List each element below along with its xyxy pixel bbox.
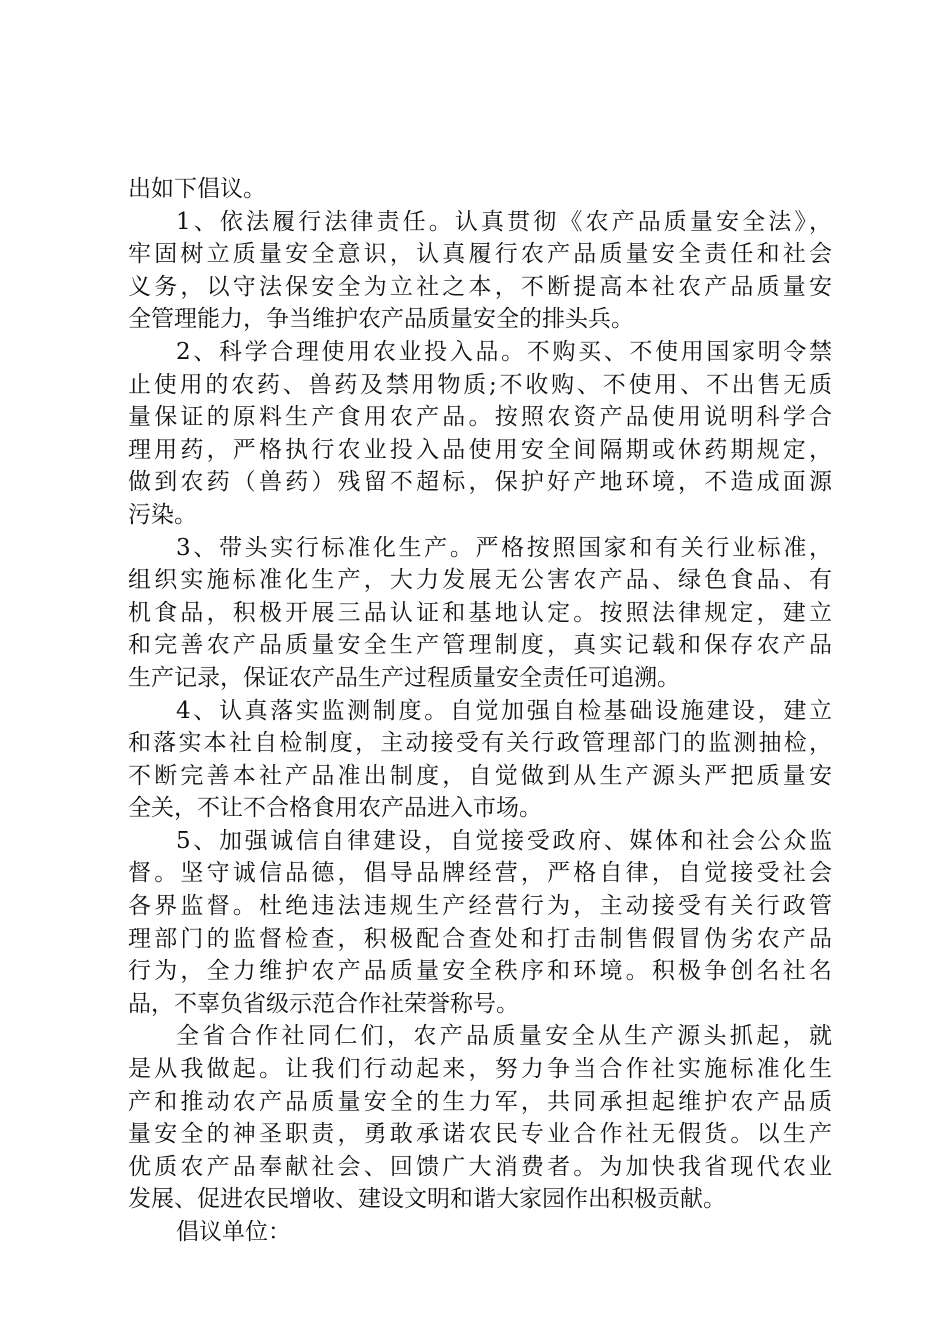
text-line: 发展、促进农民增收、建设文明和谐大家园作出积极贡献。 [128, 1186, 726, 1213]
text-line: 牢固树立质量安全意识，认真履行农产品质量安全责任和社会 [128, 241, 832, 268]
text-line: 全管理能力，争当维护农产品质量安全的排头兵。 [128, 306, 634, 333]
text-line: 理用药，严格执行农业投入品使用安全间隔期或休药期规定， [128, 436, 832, 463]
text-line: 各界监督。杜绝违法违规生产经营行为，主动接受有关行政管 [128, 893, 832, 920]
text-line: 机食品，积极开展三品认证和基地认定。按照法律规定，建立 [128, 599, 832, 626]
text-line: 倡议单位： [176, 1219, 291, 1245]
text-line: 品，不辜负省级示范合作社荣誉称号。 [128, 990, 519, 1017]
text-line: 做到农药（兽药）残留不超标，保护好产地环境，不造成面源 [128, 469, 832, 496]
text-line: 优质农产品奉献社会、回馈广大消费者。为加快我省现代农业 [128, 1153, 832, 1180]
text-line: 量安全的神圣职责，勇敢承诺农民专业合作社无假货。以生产 [128, 1121, 832, 1148]
text-line: 是从我做起。让我们行动起来，努力争当合作社实施标准化生 [128, 1056, 832, 1083]
document-page [128, 173, 832, 1249]
text-line: 组织实施标准化生产，大力发展无公害农产品、绿色食品、有 [128, 567, 832, 594]
text-line: 污染。 [128, 501, 197, 528]
text-line: 行为，全力维护农产品质量安全秩序和环境。积极争创名社名 [128, 958, 832, 985]
text-line: 义务，以守法保安全为立社之本，不断提高本社农产品质量安 [128, 273, 832, 300]
text-line: 不断完善本社产品准出制度，自觉做到从生产源头严把质量安 [128, 762, 832, 789]
text-line: 4、认真落实监测制度。自觉加强自检基础设施建设，建立 [176, 697, 832, 724]
text-line: 产和推动农产品质量安全的生力军，共同承担起维护农产品质 [128, 1088, 832, 1115]
text-line: 量保证的原料生产食用农产品。按照农资产品使用说明科学合 [128, 404, 832, 431]
text-line: 1、依法履行法律责任。认真贯彻《农产品质量安全法》， [176, 208, 832, 235]
text-line: 全省合作社同仁们，农产品质量安全从生产源头抓起，就 [176, 1023, 832, 1050]
text-line: 生产记录，保证农产品生产过程质量安全责任可追溯。 [128, 664, 680, 691]
text-line: 理部门的监督检查，积极配合查处和打击制售假冒伪劣农产品 [128, 925, 832, 952]
text-line: 督。坚守诚信品德，倡导品牌经营，严格自律，自觉接受社会 [128, 860, 832, 887]
text-line: 3、带头实行标准化生产。严格按照国家和有关行业标准， [176, 534, 832, 561]
text-line: 2、科学合理使用农业投入品。不购买、不使用国家明令禁 [176, 338, 832, 365]
text-line: 出如下倡议。 [128, 176, 266, 202]
text-line: 止使用的农药、兽药及禁用物质;不收购、不使用、不出售无质 [128, 371, 832, 398]
text-line: 和完善农产品质量安全生产管理制度，真实记载和保存农产品 [128, 632, 832, 659]
text-line: 和落实本社自检制度，主动接受有关行政管理部门的监测抽检， [128, 730, 832, 757]
text-line: 5、加强诚信自律建设，自觉接受政府、媒体和社会公众监 [176, 827, 832, 854]
text-line: 全关，不让不合格食用农产品进入市场。 [128, 795, 542, 822]
